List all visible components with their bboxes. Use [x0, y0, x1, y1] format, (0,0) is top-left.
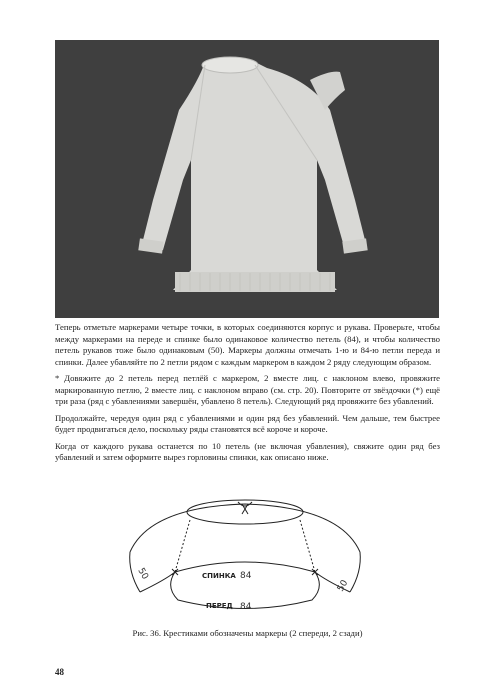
body-text [55, 322, 440, 469]
left-sleeve-count: 50 [135, 566, 150, 582]
right-sleeve-count: 50 [335, 578, 351, 594]
page-number: 48 [55, 667, 64, 677]
front-label: ПЕРЕД [206, 602, 233, 610]
paragraph-3: Продолжайте, чередуя один ряд с убавлениями и один ряд без убавлений. Чем дальше, тем быстрее будет продвигаться дело, поскольку ряды становятся всё короче и короче. [55, 412, 440, 434]
back-count: 84 [240, 571, 252, 581]
front-count: 84 [240, 602, 252, 612]
paragraph-1: Теперь отметьте маркерами четыре точки, в которых соединяются корпус и рукава. Проверьте, чтобы между маркерами на переде и спинке было одинаковое количество петель (84), и чтобы количество петель рукавов тоже было одинаковым (50). Маркеры должны отмечать 1-ю и 84-ю петли переда и спинки. Далее убавляйте по 2 петли рядом с каждым маркером в каждом 2 ряду следующим образом. [55, 322, 440, 367]
back-label: СПИНКА [202, 572, 236, 580]
sweater-photo [55, 40, 439, 318]
raglan-diagram [120, 492, 370, 622]
paragraph-2: * Довяжите до 2 петель перед петлёй с маркером, 2 вместе лиц. с наклоном влево, провяжите маркированную петлю, 2 вместе лиц. с наклоном вправо (см. стр. 20). Повторите от звёздочки (*) ещё три раза (ряд с убавлениями завершён, убавлено 8 петель). Следующий ряд провяжите без убавлений. [55, 373, 440, 406]
paragraph-4: Когда от каждого рукава останется по 10 петель (не включая убавления), свяжите один ряд без убавлений и затем оформите вырез горловины спинки, как описано ниже. [55, 440, 440, 462]
figure-caption: Рис. 36. Крестиками обозначены маркеры (2 спереди, 2 сзади) [132, 628, 363, 638]
